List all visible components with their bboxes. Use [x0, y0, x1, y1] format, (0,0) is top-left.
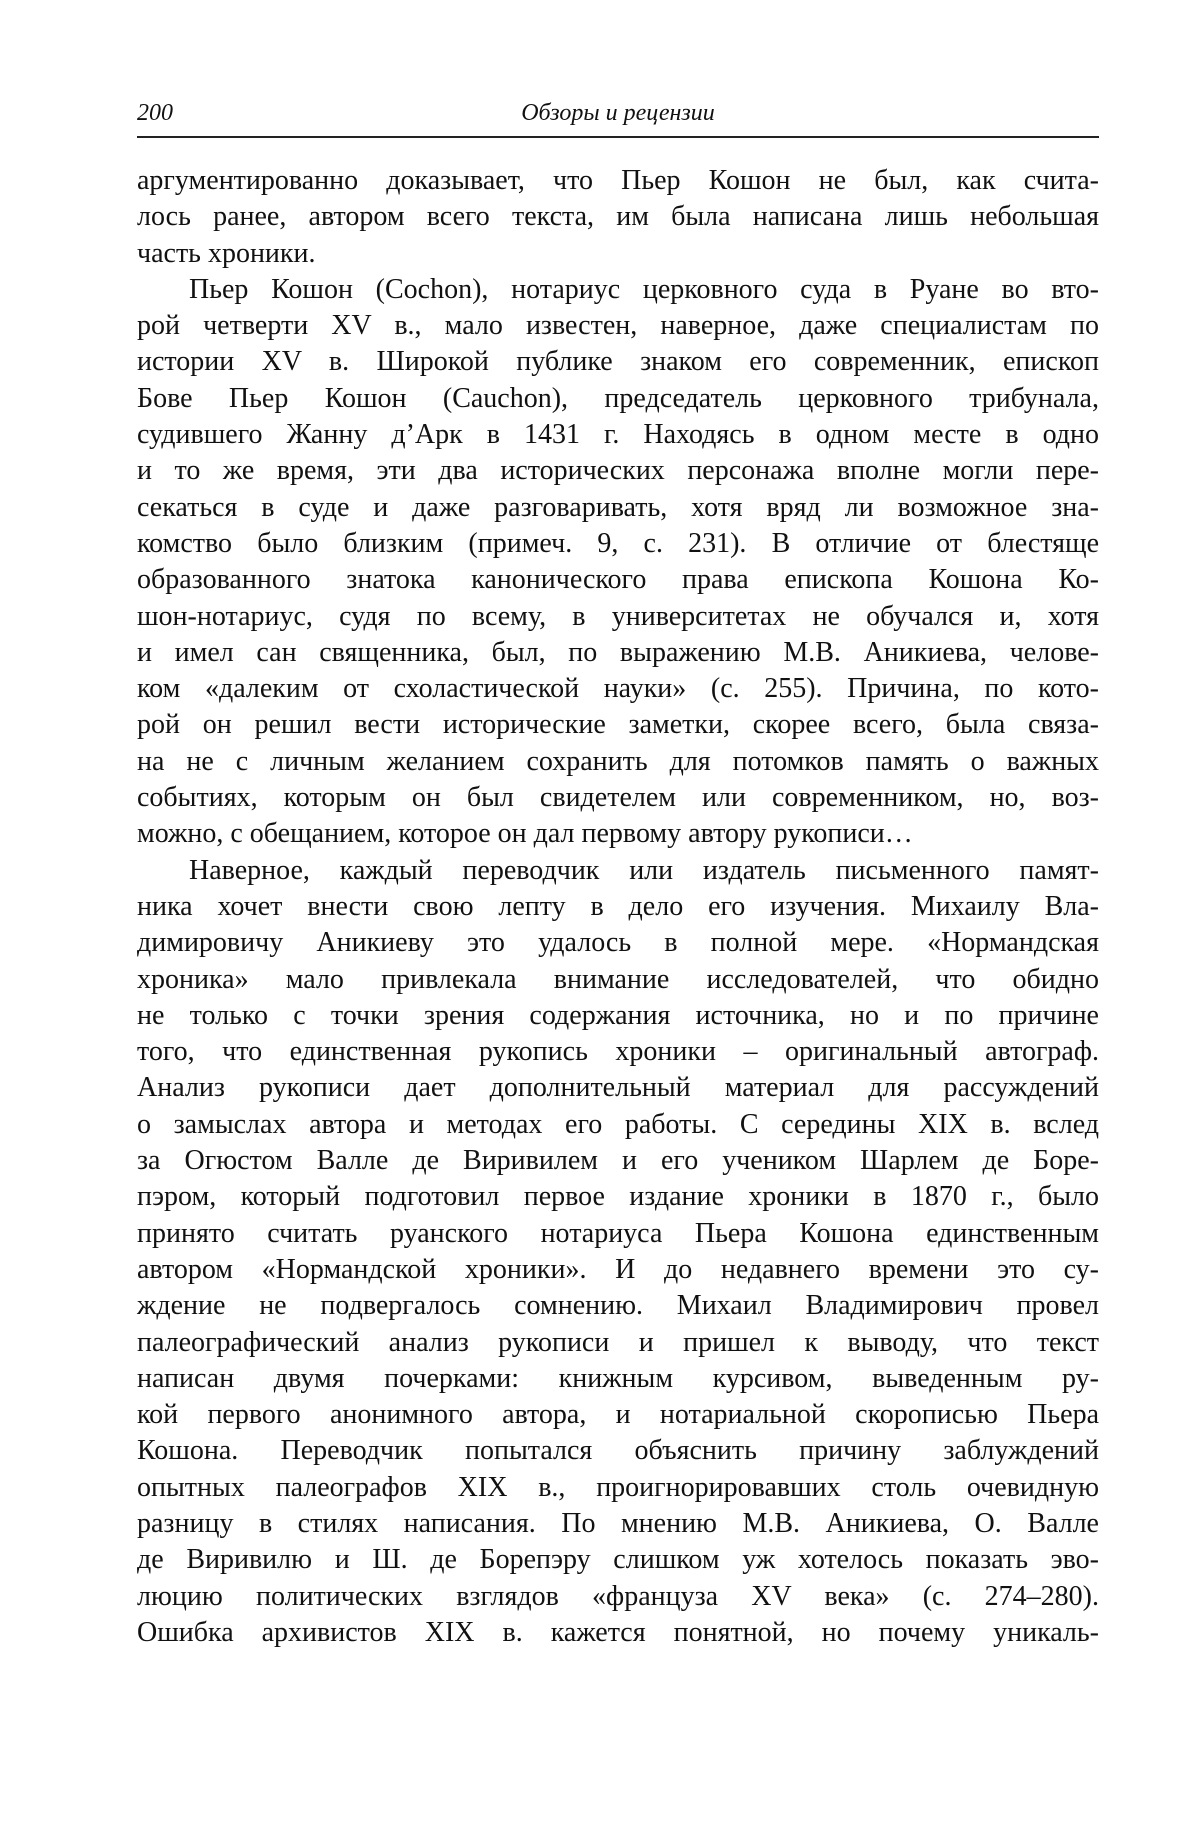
text-line: Пьер Кошон (Cochon), нотариус церковного суда в Руане во вто-: [137, 272, 1099, 308]
text-line: Кошона. Переводчик попытался объяснить причину заблуждений: [137, 1433, 1099, 1469]
text-line: можно, с обещанием, которое он дал первому автору рукописи…: [137, 816, 1099, 852]
text-line: опытных палеографов XIX в., проигнорировавших столь очевидную: [137, 1470, 1099, 1506]
text-line: шон-нотариус, судя по всему, в университетах не обучался и, хотя: [137, 599, 1099, 635]
text-line: на не с личным желанием сохранить для потомков память о важных: [137, 744, 1099, 780]
text-line: истории XV в. Широкой публике знаком его современник, епископ: [137, 344, 1099, 380]
page-number: 200: [137, 100, 173, 127]
text-line: Бове Пьер Кошон (Cauchon), председатель церковного трибунала,: [137, 381, 1099, 417]
text-line: написан двумя почерками: книжным курсивом, выведенным ру-: [137, 1361, 1099, 1397]
text-line: димировичу Аникиеву это удалось в полной мере. «Нормандская: [137, 925, 1099, 961]
text-line: ком «далеким от схоластической науки» (с. 255). Причина, по кото-: [137, 671, 1099, 707]
text-line: и имел сан священника, был, по выражению М.В. Аникиева, челове-: [137, 635, 1099, 671]
paragraph: [137, 853, 1099, 1652]
text-line: палеографический анализ рукописи и пришел к выводу, что текст: [137, 1325, 1099, 1361]
text-line: люцию политических взглядов «француза XV века» (с. 274–280).: [137, 1579, 1099, 1615]
text-line: часть хроники.: [137, 236, 1099, 272]
text-line: рой он решил вести исторические заметки, скорее всего, была связа-: [137, 707, 1099, 743]
text-line: судившего Жанну д’Арк в 1431 г. Находясь в одном месте в одно: [137, 417, 1099, 453]
section-title: Обзоры и рецензии: [137, 100, 1099, 127]
text-line: комство было близким (примеч. 9, с. 231). В отличие от блестяще: [137, 526, 1099, 562]
paragraph: [137, 163, 1099, 272]
text-line: автором «Нормандской хроники». И до недавнего времени это су-: [137, 1252, 1099, 1288]
paragraph: [137, 272, 1099, 853]
text-line: за Огюстом Валле де Виривилем и его учеником Шарлем де Боре-: [137, 1143, 1099, 1179]
text-line: хроника» мало привлекала внимание исследователей, что обидно: [137, 962, 1099, 998]
text-line: о замыслах автора и методах его работы. С середины XIX в. вслед: [137, 1107, 1099, 1143]
text-line: Анализ рукописи дает дополнительный материал для рассуждений: [137, 1070, 1099, 1106]
text-line: событиях, которым он был свидетелем или современником, но, воз-: [137, 780, 1099, 816]
body-text: [137, 163, 1099, 1651]
text-line: де Виривилю и Ш. де Борепэру слишком уж хотелось показать эво-: [137, 1542, 1099, 1578]
book-page: [137, 96, 1099, 1651]
text-line: секаться в суде и даже разговаривать, хотя вряд ли возможное зна-: [137, 490, 1099, 526]
text-line: не только с точки зрения содержания источника, но и по причине: [137, 998, 1099, 1034]
text-line: того, что единственная рукопись хроники – оригинальный автограф.: [137, 1034, 1099, 1070]
running-header: [137, 96, 1099, 138]
text-line: образованного знатока канонического права епископа Кошона Ко-: [137, 562, 1099, 598]
text-line: кой первого анонимного автора, и нотариальной скорописью Пьера: [137, 1397, 1099, 1433]
text-line: принято считать руанского нотариуса Пьера Кошона единственным: [137, 1216, 1099, 1252]
text-line: Ошибка архивистов XIX в. кажется понятной, но почему уникаль-: [137, 1615, 1099, 1651]
text-line: рой четверти XV в., мало известен, наверное, даже специалистам по: [137, 308, 1099, 344]
text-line: лось ранее, автором всего текста, им была написана лишь небольшая: [137, 199, 1099, 235]
text-line: Наверное, каждый переводчик или издатель письменного памят-: [137, 853, 1099, 889]
text-line: и то же время, эти два исторических персонажа вполне могли пере-: [137, 453, 1099, 489]
text-line: ждение не подвергалось сомнению. Михаил Владимирович провел: [137, 1288, 1099, 1324]
text-line: аргументированно доказывает, что Пьер Кошон не был, как счита-: [137, 163, 1099, 199]
text-line: разницу в стилях написания. По мнению М.В. Аникиева, О. Валле: [137, 1506, 1099, 1542]
text-line: ника хочет внести свою лепту в дело его изучения. Михаилу Вла-: [137, 889, 1099, 925]
text-line: пэром, который подготовил первое издание хроники в 1870 г., было: [137, 1179, 1099, 1215]
